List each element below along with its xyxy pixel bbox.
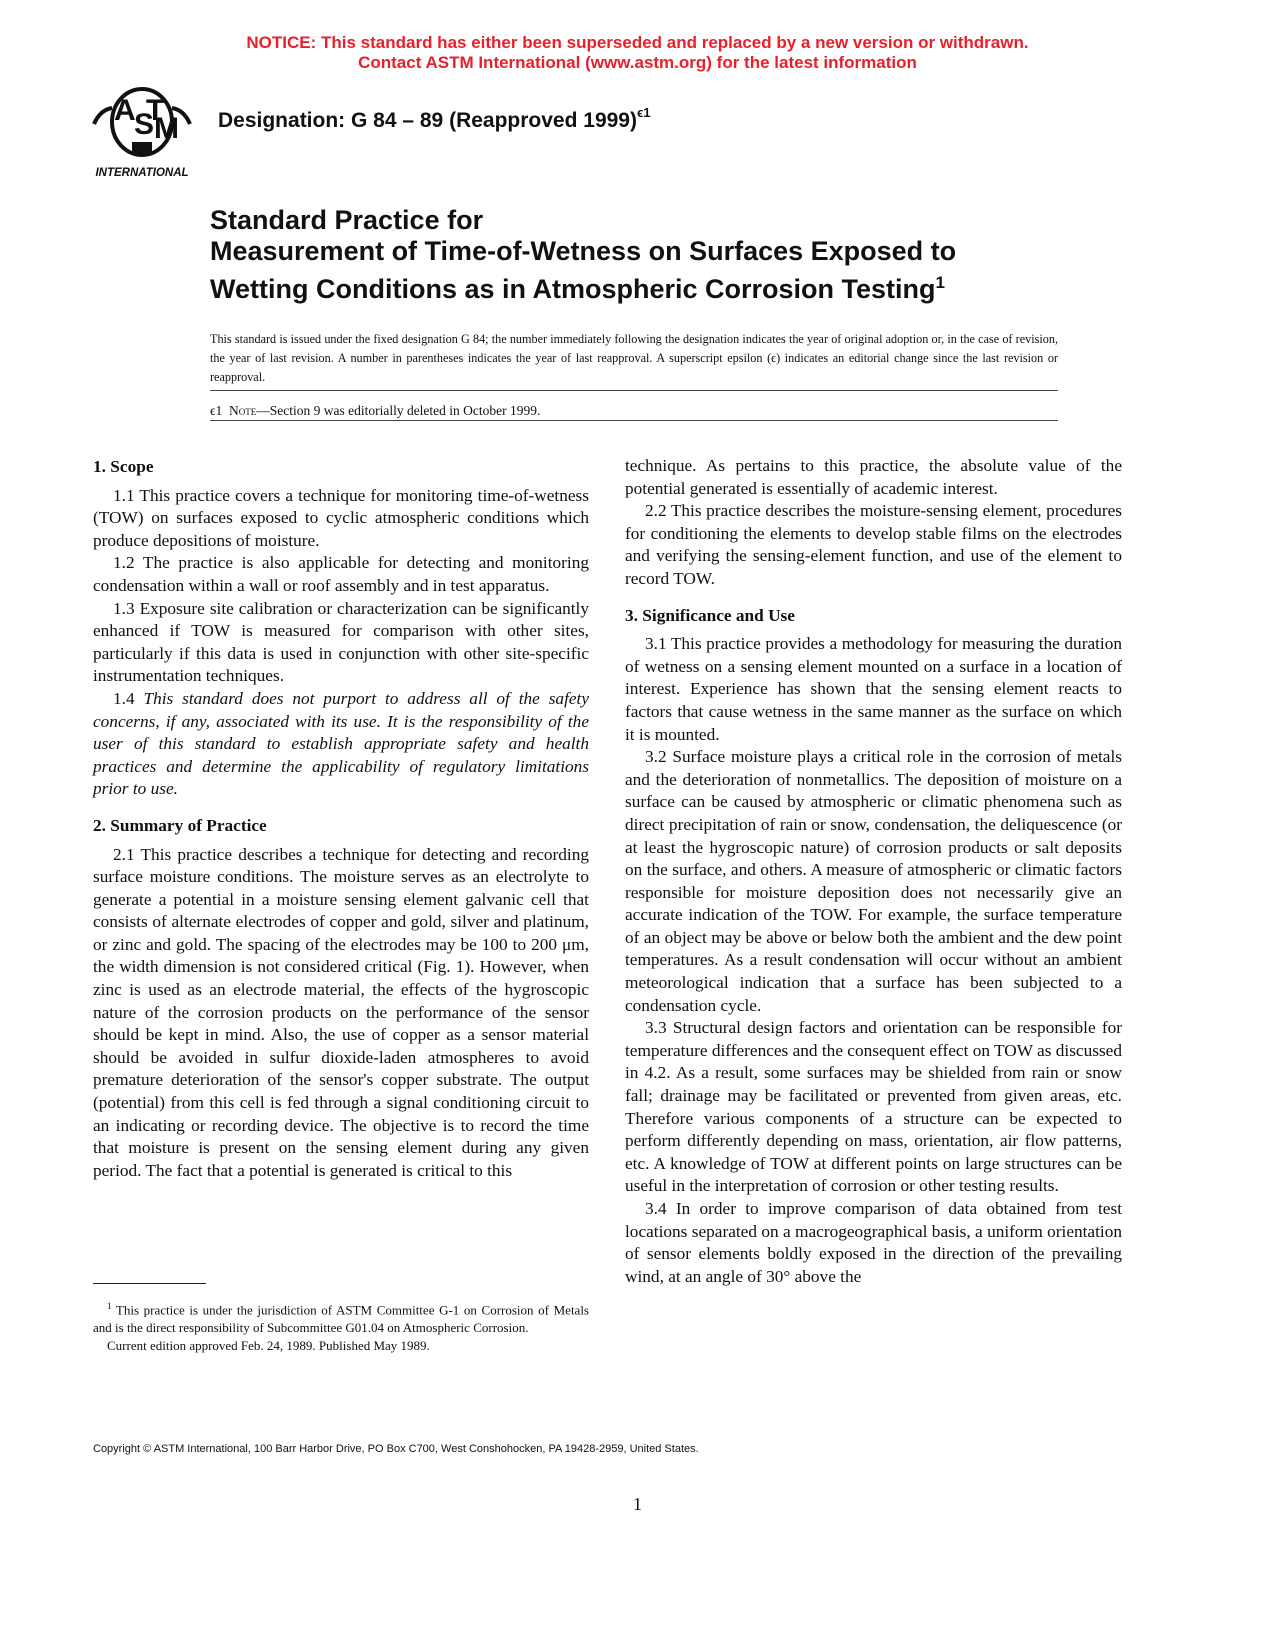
- paragraph-3-2: 3.2 Surface moisture plays a critical role in the corrosion of metals and the deterioration of nonmetallics. The deposition of moisture on a surface can be caused by atmospheric or climatic phenomena such as direct precipitation of rain or snow, condensation, the deliquescence (or at least the hygroscopic nature) of corrosion products or salt deposits on the surface, and others. A measure of atmospheric or climatic factors responsible for moisture deposition does not necessarily give an accurate indication of the TOW. For example, the surface temperature of an object may be above or below both the ambient and the dew point temperatures. As a result condensation will occur without an ambient meteorological indication that a surface has been subjected to a condensation cycle.: [625, 747, 1122, 1015]
- paragraph-1-1: 1.1 This practice covers a technique for monitoring time-of-wetness (TOW) on surfaces exposed to cyclic atmospheric conditions which produce depositions of moisture.: [93, 485, 589, 550]
- paragraph-3-1: 3.1 This practice provides a methodology for measuring the duration of wetness on a sensing element mounted on a surface in a location of interest. Experience has shown that the sensing element reacts to factors that cause wetness in the same manner as the surface on which it is mounted.: [625, 634, 1122, 744]
- footnote-text: This practice is under the jurisdiction of ASTM Committee G-1 on Corrosion of Metals and is the direct responsibility of Subcommittee G01.04 on Atmospheric Corrosion.: [93, 1302, 589, 1336]
- logo-text: INTERNATIONAL: [95, 167, 189, 179]
- footnote-divider: [93, 1283, 206, 1284]
- withdrawal-notice: [0, 33, 1275, 73]
- footnote-edition: Current edition approved Feb. 24, 1989. Published May 1989.: [107, 1338, 430, 1354]
- svg-text:M: M: [154, 112, 179, 145]
- svg-text:A: A: [114, 94, 136, 127]
- notice-line-2: Contact ASTM International (www.astm.org) for the latest information: [358, 53, 917, 72]
- paragraph-1-4-number: 1.4: [113, 688, 144, 708]
- paragraph-2-2: 2.2 This practice describes the moisture-sensing element, procedures for conditioning the elements to develop stable films on the electrodes and verifying the sensing-element function, and use of the element to record TOW.: [625, 501, 1122, 588]
- document-title: [210, 205, 1110, 305]
- left-column: [93, 456, 589, 1182]
- designation-text: Designation: G 84 – 89 (Reapproved 1999): [218, 109, 637, 132]
- notice-line-1: NOTICE: This standard has either been superseded and replaced by a new version or withdrawn.: [246, 33, 1029, 52]
- paragraph-2-1-continued: technique. As pertains to this practice, the absolute value of the potential generated is essentially of academic interest.: [625, 456, 1122, 498]
- designation-superscript: ϵ1: [636, 105, 651, 120]
- editorial-note-symbol: ϵ1: [210, 403, 223, 418]
- astm-logo-icon: [90, 86, 194, 182]
- svg-text:T: T: [146, 94, 165, 127]
- divider: [210, 420, 1058, 421]
- editorial-note-label: Note: [228, 403, 257, 418]
- footnote: [93, 1297, 589, 1355]
- title-line-3: Wetting Conditions as in Atmospheric Corrosion Testing: [210, 274, 936, 304]
- title-footnote-ref: 1: [935, 273, 945, 292]
- footnote-number: 1: [107, 1301, 112, 1311]
- copyright: Copyright © ASTM International, 100 Barr Harbor Drive, PO Box C700, West Conshohocken, PA 19428-2959, United States.: [93, 1443, 699, 1455]
- issued-notice: This standard is issued under the fixed designation G 84; the number immediately following the designation indicates the year of original adoption or, in the case of revision, the year of last revision. A number in parentheses indicates the year of last reapproval. A superscript epsilon (ϵ) indicates an editorial change since the last revision or reapproval.: [210, 332, 1058, 384]
- svg-text:S: S: [134, 108, 155, 141]
- paragraph-1-4: [93, 688, 589, 801]
- section-heading-scope: 1. Scope: [93, 457, 154, 476]
- section-heading-summary: 2. Summary of Practice: [93, 815, 267, 835]
- paragraph-1-2: 1.2 The practice is also applicable for detecting and monitoring condensation within a wall or roof assembly and in test apparatus.: [93, 553, 589, 595]
- paragraph-2-1: 2.1 This practice describes a technique for detecting and recording surface moisture conditions. The moisture serves as an electrolyte to generate a potential in a moisture sensing element galvanic cell that consists of alternate electrodes of copper and gold, silver and platinum, or zinc and gold. The spacing of the electrodes may be 100 to 200 μm, the width dimension is not considered critical (Fig. 1). However, when zinc is used as an electrode material, the effects of the hygroscopic nature of the corrosion products on the performance of the sensor should be kept in mind. Also, the use of copper as a sensor material should be avoided in sulfur dioxide-laden atmospheres to avoid premature deterioration of the sensor's copper substrate. The output (potential) from this cell is fed through a signal conditioning circuit to an indicating or recording device. The objective is to record the time that moisture is present on the sensing element during any given period. The fact that a potential is generated is critical to this: [93, 844, 589, 1180]
- divider: [210, 390, 1058, 391]
- title-line-2: Measurement of Time-of-Wetness on Surfaces Exposed to: [210, 236, 957, 266]
- designation: [218, 107, 650, 133]
- paragraph-3-4: 3.4 In order to improve comparison of data obtained from test locations separated on a macrogeographical basis, a uniform orientation of sensor elements boldly exposed in the direction of the prevailing wind, at an angle of 30° above the: [625, 1199, 1122, 1286]
- editorial-note-text: —Section 9 was editorially deleted in October 1999.: [256, 403, 541, 418]
- paragraph-1-4-text: This standard does not purport to address all of the safety concerns, if any, associated with its use. It is the responsibility of the user of this standard to establish appropriate safety and health practices and determine the applicability of regulatory limitations prior to use.: [93, 688, 590, 799]
- paragraph-3-3: 3.3 Structural design factors and orientation can be responsible for temperature differences and the consequent effect on TOW as discussed in 4.2. As a result, some surfaces may be shielded from rain or snow fall; drainage may be facilitated or prevented from given areas, etc. Therefore various components of a structure can be expected to perform differently depending on mass, orientation, air flow patterns, etc. A knowledge of TOW at different points on large structures can be useful in the interpretation of corrosion or other testing results.: [625, 1018, 1122, 1196]
- editorial-note: [210, 403, 540, 419]
- paragraph-1-3: 1.3 Exposure site calibration or characterization can be significantly enhanced if TOW is measured for comparison with other sites, particularly if this data is used in conjunction with other site-specific instrumentation techniques.: [93, 598, 589, 686]
- page-number: 1: [633, 1494, 642, 1514]
- title-line-1: Standard Practice for: [210, 205, 484, 235]
- section-heading-significance: 3. Significance and Use: [625, 605, 795, 625]
- right-column: [625, 455, 1122, 1288]
